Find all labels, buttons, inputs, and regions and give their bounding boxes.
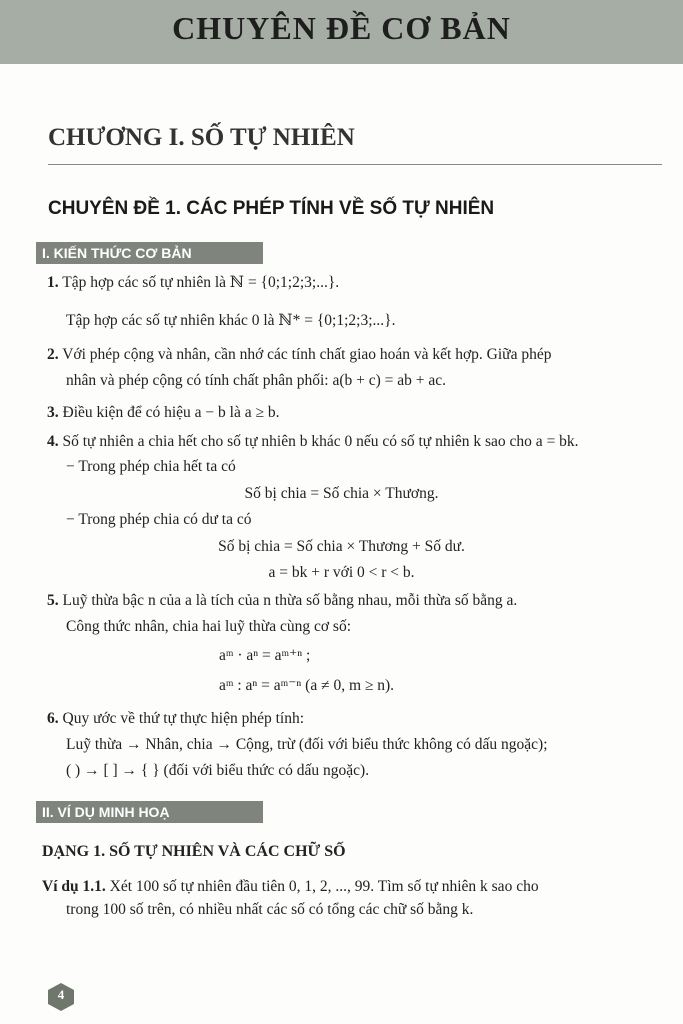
chapter-title: CHƯƠNG I. SỐ TỰ NHIÊN <box>48 124 355 151</box>
item-1 <box>47 273 339 293</box>
example-text: trong 100 số trên, có nhiều nhất các số có tổng các chữ số bằng k. <box>66 901 474 918</box>
item-text: Luỹ thừa → Nhân, chia → Cộng, trừ (đối với biểu thức không có dấu ngoặc); <box>66 736 548 753</box>
page-number: 4 <box>57 987 65 1002</box>
item-2 <box>47 345 551 365</box>
topic-title: CHUYÊN ĐỀ 1. CÁC PHÉP TÍNH VỀ SỐ TỰ NHIÊN <box>48 198 495 219</box>
example-1-1 <box>42 877 539 897</box>
item-text: − Trong phép chia hết ta có <box>66 458 236 475</box>
section-heading-knowledge: I. KIẾN THỨC CƠ BẢN <box>36 242 263 264</box>
form-title: DẠNG 1. SỐ TỰ NHIÊN VÀ CÁC CHỮ SỐ <box>42 843 346 860</box>
formula-line: Số bị chia = Số chia × Thương + Số dư. <box>218 538 465 555</box>
example-text: Xét 100 số tự nhiên đầu tiên 0, 1, 2, ..., 99. Tìm số tự nhiên k sao cho <box>109 878 539 895</box>
item-number: 5. <box>47 592 59 609</box>
item-text: Luỹ thừa bậc n của a là tích của n thừa số bằng nhau, mỗi thừa số bằng a. <box>62 592 518 609</box>
item-text: ( ) → [ ] → { } (đối với biểu thức có dấu ngoặc). <box>66 762 370 779</box>
item-text: − Trong phép chia có dư ta có <box>66 511 252 528</box>
item-text: nhân và phép cộng có tính chất phân phối: a(b + c) = ab + ac. <box>66 372 447 389</box>
formula-line: Số bị chia = Số chia × Thương. <box>244 485 439 502</box>
item-number: 1. <box>47 274 59 291</box>
formula-line: a = bk + r với 0 < r < b. <box>268 564 415 581</box>
item-text: Tập hợp các số tự nhiên khác 0 là ℕ* = {0;1;2;3;...}. <box>66 312 396 329</box>
item-6 <box>47 709 304 729</box>
item-text: Quy ước về thứ tự thực hiện phép tính: <box>62 710 305 727</box>
divider <box>48 164 662 165</box>
item-number: 4. <box>47 433 59 450</box>
item-5 <box>47 591 517 611</box>
item-3 <box>47 403 279 423</box>
item-4 <box>47 432 579 452</box>
formula-line: aᵐ · aⁿ = aᵐ⁺ⁿ ; <box>219 647 311 664</box>
example-label: Ví dụ 1.1. <box>42 878 106 895</box>
item-text: Tập hợp các số tự nhiên là ℕ = {0;1;2;3;...}. <box>62 274 340 291</box>
item-text: Với phép cộng và nhân, cần nhớ các tính chất giao hoán và kết hợp. Giữa phép <box>62 346 552 363</box>
item-text: Công thức nhân, chia hai luỹ thừa cùng cơ số: <box>66 618 351 635</box>
item-number: 2. <box>47 346 59 363</box>
banner-title: CHUYÊN ĐỀ CƠ BẢN <box>172 10 511 46</box>
formula-line: aᵐ : aⁿ = aᵐ⁻ⁿ (a ≠ 0, m ≥ n). <box>219 677 395 694</box>
section-heading-examples: II. VÍ DỤ MINH HOẠ <box>36 801 263 823</box>
item-number: 3. <box>47 404 59 421</box>
item-text: Số tự nhiên a chia hết cho số tự nhiên b khác 0 nếu có số tự nhiên k sao cho a = bk. <box>62 433 579 450</box>
item-number: 6. <box>47 710 59 727</box>
item-text: Điều kiện để có hiệu a − b là a ≥ b. <box>62 404 280 421</box>
